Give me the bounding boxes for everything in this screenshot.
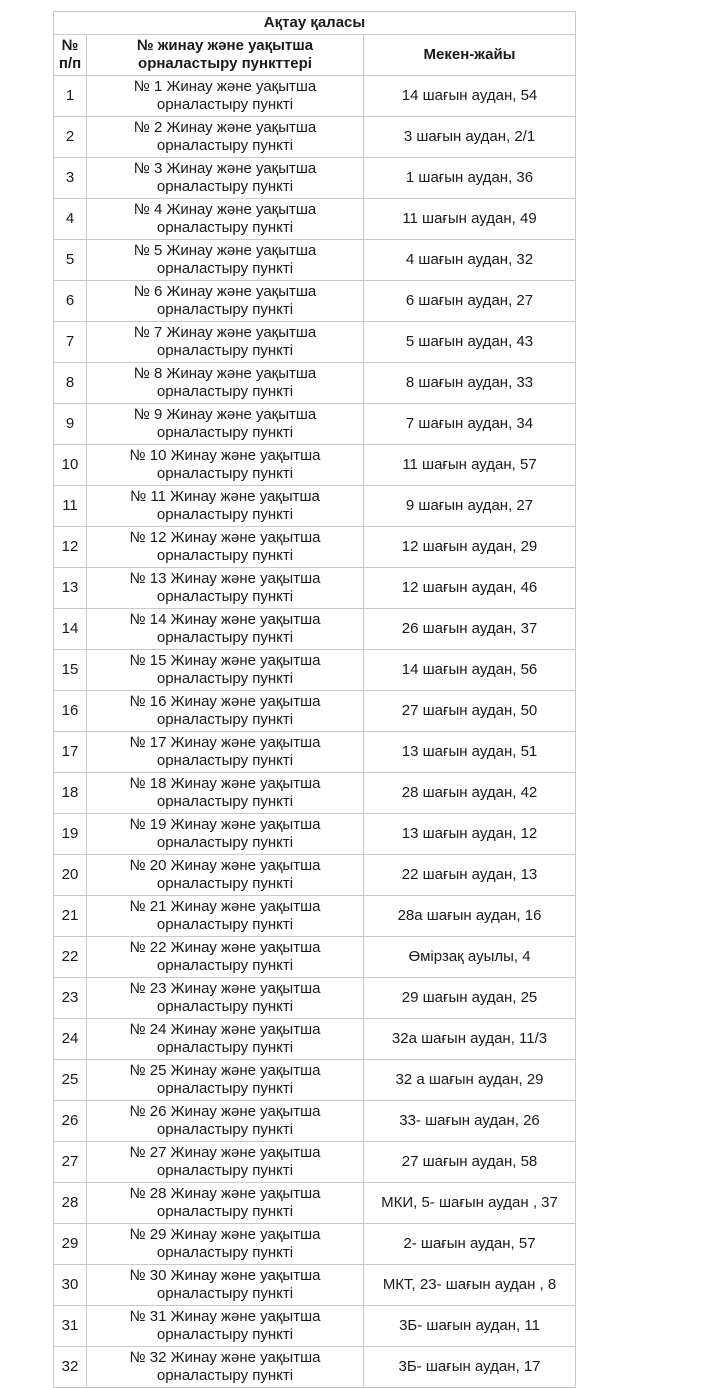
header-address: Мекен-жайы [364, 35, 576, 76]
cell-address: 3Б- шағын аудан, 11 [364, 1306, 576, 1347]
evacuation-points-table [53, 11, 576, 1388]
cell-address: 22 шағын аудан, 13 [364, 855, 576, 896]
table-row [54, 1347, 576, 1388]
table-row [54, 240, 576, 281]
cell-num: 11 [54, 486, 87, 527]
cell-num: 6 [54, 281, 87, 322]
cell-num: 15 [54, 650, 87, 691]
cell-address: 1 шағын аудан, 36 [364, 158, 576, 199]
cell-num: 1 [54, 76, 87, 117]
cell-address: 9 шағын аудан, 27 [364, 486, 576, 527]
cell-num: 14 [54, 609, 87, 650]
cell-name: № 20 Жинау және уақытша орналастыру пункті [87, 855, 364, 896]
cell-num: 12 [54, 527, 87, 568]
cell-name: № 1 Жинау және уақытша орналастыру пункті [87, 76, 364, 117]
cell-address: 4 шағын аудан, 32 [364, 240, 576, 281]
cell-name: № 23 Жинау және уақытша орналастыру пункті [87, 978, 364, 1019]
cell-name: № 21 Жинау және уақытша орналастыру пункті [87, 896, 364, 937]
table-row [54, 609, 576, 650]
cell-name: № 28 Жинау және уақытша орналастыру пункті [87, 1183, 364, 1224]
table-row [54, 978, 576, 1019]
cell-address: 14 шағын аудан, 54 [364, 76, 576, 117]
cell-name: № 3 Жинау және уақытша орналастыру пункті [87, 158, 364, 199]
cell-num: 17 [54, 732, 87, 773]
cell-name: № 9 Жинау және уақытша орналастыру пункті [87, 404, 364, 445]
cell-address: 28 шағын аудан, 42 [364, 773, 576, 814]
cell-address: 11 шағын аудан, 49 [364, 199, 576, 240]
cell-address: 2- шағын аудан, 57 [364, 1224, 576, 1265]
cell-num: 2 [54, 117, 87, 158]
cell-num: 3 [54, 158, 87, 199]
cell-num: 28 [54, 1183, 87, 1224]
table-row [54, 1019, 576, 1060]
table-row [54, 486, 576, 527]
cell-num: 22 [54, 937, 87, 978]
table-row [54, 322, 576, 363]
cell-address: 27 шағын аудан, 58 [364, 1142, 576, 1183]
cell-num: 20 [54, 855, 87, 896]
table-row [54, 445, 576, 486]
cell-name: № 30 Жинау және уақытша орналастыру пункті [87, 1265, 364, 1306]
cell-name: № 32 Жинау және уақытша орналастыру пункті [87, 1347, 364, 1388]
table-row [54, 404, 576, 445]
cell-name: № 29 Жинау және уақытша орналастыру пункті [87, 1224, 364, 1265]
cell-address: 6 шағын аудан, 27 [364, 281, 576, 322]
cell-address: 3 шағын аудан, 2/1 [364, 117, 576, 158]
table-row [54, 1142, 576, 1183]
cell-name: № 27 Жинау және уақытша орналастыру пункті [87, 1142, 364, 1183]
table-row [54, 814, 576, 855]
cell-name: № 4 Жинау және уақытша орналастыру пункті [87, 199, 364, 240]
cell-num: 31 [54, 1306, 87, 1347]
header-num: № п/п [54, 35, 87, 76]
table-row [54, 199, 576, 240]
cell-name: № 13 Жинау және уақытша орналастыру пункті [87, 568, 364, 609]
cell-address: 33- шағын аудан, 26 [364, 1101, 576, 1142]
cell-name: № 8 Жинау және уақытша орналастыру пункті [87, 363, 364, 404]
cell-address: 8 шағын аудан, 33 [364, 363, 576, 404]
cell-num: 23 [54, 978, 87, 1019]
cell-num: 4 [54, 199, 87, 240]
cell-address: 32а шағын аудан, 11/3 [364, 1019, 576, 1060]
table-row [54, 1224, 576, 1265]
table-row [54, 158, 576, 199]
cell-address: 26 шағын аудан, 37 [364, 609, 576, 650]
table-row [54, 1101, 576, 1142]
cell-num: 16 [54, 691, 87, 732]
cell-address: 12 шағын аудан, 29 [364, 527, 576, 568]
table-row [54, 1060, 576, 1101]
cell-name: № 18 Жинау және уақытша орналастыру пункті [87, 773, 364, 814]
cell-num: 24 [54, 1019, 87, 1060]
cell-name: № 24 Жинау және уақытша орналастыру пункті [87, 1019, 364, 1060]
cell-address: МКИ, 5- шағын аудан , 37 [364, 1183, 576, 1224]
cell-address: 29 шағын аудан, 25 [364, 978, 576, 1019]
cell-num: 32 [54, 1347, 87, 1388]
cell-name: № 10 Жинау және уақытша орналастыру пункті [87, 445, 364, 486]
cell-name: № 5 Жинау және уақытша орналастыру пункті [87, 240, 364, 281]
cell-num: 7 [54, 322, 87, 363]
cell-num: 30 [54, 1265, 87, 1306]
cell-address: 27 шағын аудан, 50 [364, 691, 576, 732]
cell-name: № 16 Жинау және уақытша орналастыру пункті [87, 691, 364, 732]
cell-name: № 2 Жинау және уақытша орналастыру пункті [87, 117, 364, 158]
cell-num: 5 [54, 240, 87, 281]
cell-name: № 7 Жинау және уақытша орналастыру пункті [87, 322, 364, 363]
cell-num: 10 [54, 445, 87, 486]
table-row [54, 117, 576, 158]
cell-address: Өмірзақ ауылы, 4 [364, 937, 576, 978]
city-title-row [54, 12, 576, 35]
table-row [54, 1306, 576, 1347]
table-row [54, 773, 576, 814]
cell-num: 29 [54, 1224, 87, 1265]
header-row [54, 35, 576, 76]
cell-name: № 14 Жинау және уақытша орналастыру пункті [87, 609, 364, 650]
cell-address: 14 шағын аудан, 56 [364, 650, 576, 691]
cell-name: № 6 Жинау және уақытша орналастыру пункті [87, 281, 364, 322]
cell-name: № 22 Жинау және уақытша орналастыру пункті [87, 937, 364, 978]
cell-name: № 26 Жинау және уақытша орналастыру пункті [87, 1101, 364, 1142]
cell-address: МКТ, 23- шағын аудан , 8 [364, 1265, 576, 1306]
city-title: Ақтау қаласы [54, 12, 576, 35]
cell-num: 26 [54, 1101, 87, 1142]
clipped-previous-text [54, 0, 574, 3]
cell-address: 28а шағын аудан, 16 [364, 896, 576, 937]
table-row [54, 1265, 576, 1306]
cell-address: 32 а шағын аудан, 29 [364, 1060, 576, 1101]
cell-address: 13 шағын аудан, 51 [364, 732, 576, 773]
table-row [54, 281, 576, 322]
table-row [54, 1183, 576, 1224]
cell-address: 12 шағын аудан, 46 [364, 568, 576, 609]
cell-name: № 25 Жинау және уақытша орналастыру пункті [87, 1060, 364, 1101]
cell-num: 27 [54, 1142, 87, 1183]
table-row [54, 76, 576, 117]
cell-address: 11 шағын аудан, 57 [364, 445, 576, 486]
cell-address: 13 шағын аудан, 12 [364, 814, 576, 855]
cell-num: 9 [54, 404, 87, 445]
table-row [54, 527, 576, 568]
table-row [54, 568, 576, 609]
table-row [54, 896, 576, 937]
cell-address: 5 шағын аудан, 43 [364, 322, 576, 363]
table-row [54, 363, 576, 404]
cell-name: № 17 Жинау және уақытша орналастыру пункті [87, 732, 364, 773]
cell-num: 19 [54, 814, 87, 855]
table-body [54, 76, 576, 1388]
cell-num: 8 [54, 363, 87, 404]
cell-address: 3Б- шағын аудан, 17 [364, 1347, 576, 1388]
table-row [54, 937, 576, 978]
cell-num: 18 [54, 773, 87, 814]
cell-name: № 11 Жинау және уақытша орналастыру пункті [87, 486, 364, 527]
cell-num: 13 [54, 568, 87, 609]
cell-num: 21 [54, 896, 87, 937]
table-row [54, 855, 576, 896]
cell-name: № 15 Жинау және уақытша орналастыру пункті [87, 650, 364, 691]
table-row [54, 691, 576, 732]
cell-address: 7 шағын аудан, 34 [364, 404, 576, 445]
table-row [54, 732, 576, 773]
table-row [54, 650, 576, 691]
cell-name: № 12 Жинау және уақытша орналастыру пункті [87, 527, 364, 568]
cell-num: 25 [54, 1060, 87, 1101]
cell-name: № 19 Жинау және уақытша орналастыру пункті [87, 814, 364, 855]
header-name: № жинау және уақытша орналастыру пункттері [87, 35, 364, 76]
cell-name: № 31 Жинау және уақытша орналастыру пункті [87, 1306, 364, 1347]
